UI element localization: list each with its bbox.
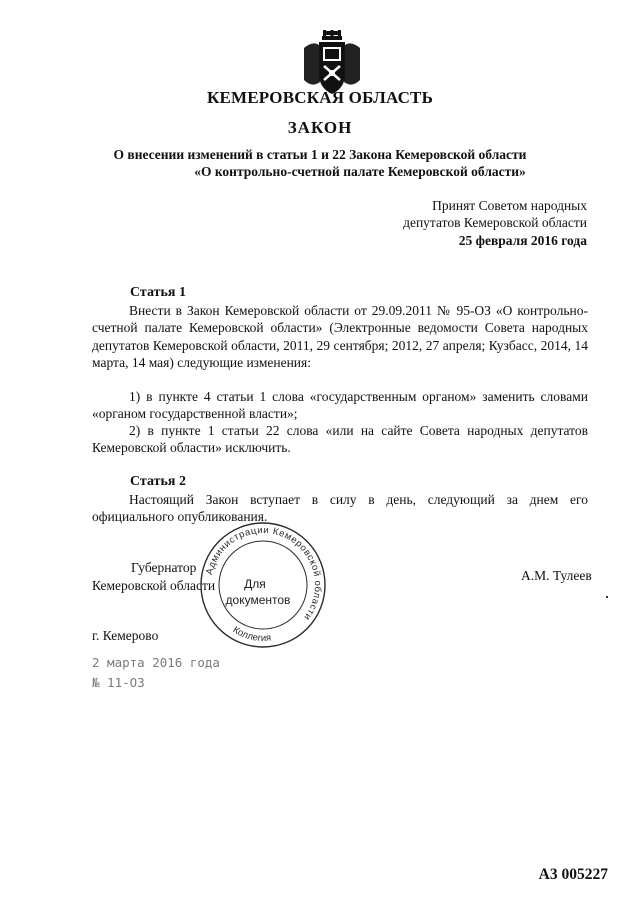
margin-dot — [606, 596, 608, 598]
typed-law-number: № 11-ОЗ — [92, 675, 145, 690]
document-type: ЗАКОН — [287, 118, 353, 137]
region-title: КЕМЕРОВСКАЯ ОБЛАСТЬ — [206, 88, 434, 107]
signer-position-line1: Губернатор — [131, 560, 197, 575]
adopted-by-line2: депутатов Кемеровской области — [403, 215, 587, 230]
article-2-title: Статья 2 — [130, 474, 186, 489]
stamp-ring-lower-text: Коллегия — [230, 624, 272, 644]
typed-date: 2 марта 2016 года — [92, 655, 220, 670]
stamp-ring-text: Администрации Кемеровской области — [204, 524, 324, 623]
serial-number: А3 005227 — [538, 866, 608, 883]
stamp-center-line2: документов — [225, 593, 291, 607]
article-1-item-1: 1) в пункте 4 статьи 1 слова «государственным органом» заменить словами «органом государственной власти»; — [92, 389, 588, 422]
subject-line-2: «О контрольно-счетной палате Кемеровской области» — [194, 164, 526, 179]
adopted-by-line1: Принят Советом народных — [432, 198, 587, 213]
article-1-title: Статья 1 — [130, 285, 186, 300]
article-2-text: Настоящий Закон вступает в силу в день, следующий за днем его официального опубликования. — [92, 492, 588, 525]
stamp-center-line1: Для — [244, 577, 266, 591]
official-stamp — [198, 520, 328, 650]
adoption-date: 25 февраля 2016 года — [458, 233, 587, 248]
signer-name: А.М. Тулеев — [521, 568, 592, 583]
subject-line-1: О внесении изменений в статьи 1 и 22 Закона Кемеровской области — [113, 147, 527, 162]
article-1-item-2: 2) в пункте 1 статьи 22 слова «или на сайте Совета народных депутатов Кемеровской области» исключить. — [92, 423, 588, 456]
article-1-intro: Внести в Закон Кемеровской области от 29.09.2011 № 95-ОЗ «О контрольно-счетной палате Кемеровской области» (Электронные ведомости Совета народных депутатов Кемеровской области, 2011, 29 сентября; 2012, 27 апреля; Кузбасс, 2014, 14 марта, 14 мая) следующие изменения: — [92, 303, 588, 371]
signing-place: г. Кемерово — [92, 628, 159, 643]
signer-position-line2: Кемеровской области — [92, 578, 216, 593]
coat-of-arms-emblem — [302, 30, 362, 96]
